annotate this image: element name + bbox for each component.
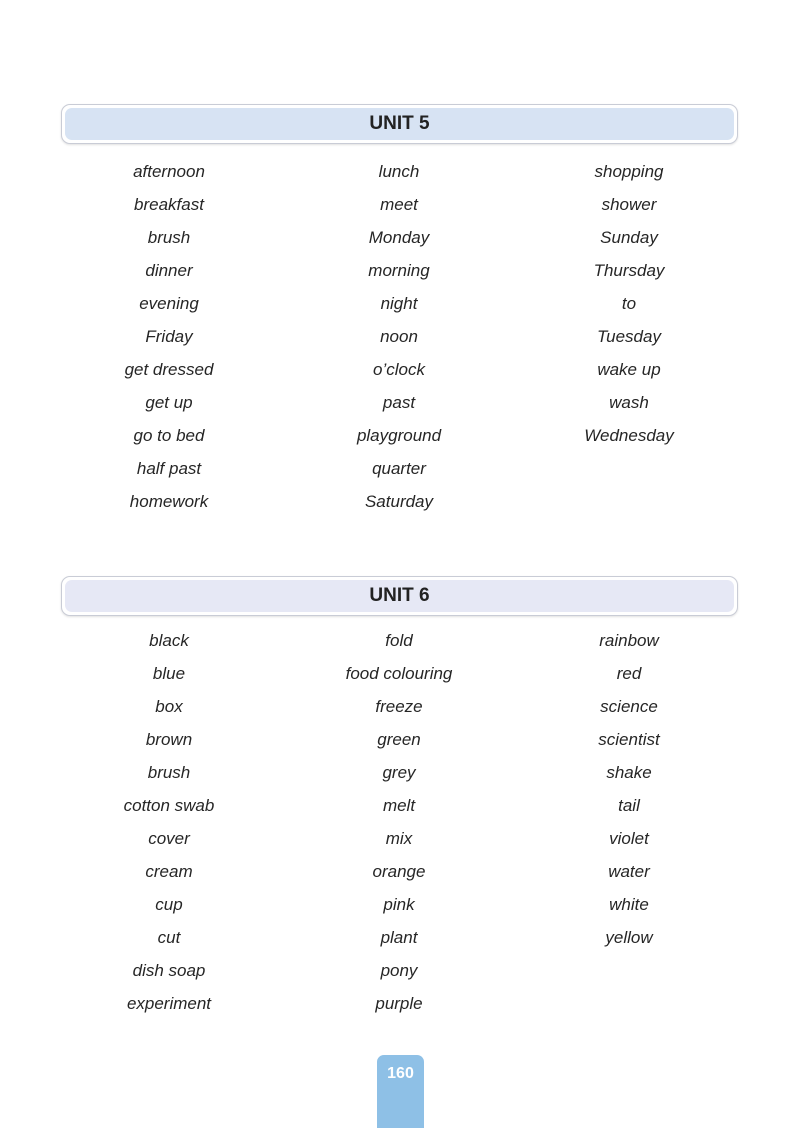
- vocabulary-word: wake up: [597, 360, 661, 379]
- vocabulary-word: noon: [380, 327, 418, 346]
- vocabulary-word: science: [600, 697, 658, 716]
- vocabulary-word: playground: [356, 426, 442, 445]
- vocabulary-word: go to bed: [133, 426, 205, 445]
- vocabulary-word: Sunday: [600, 228, 658, 247]
- vocabulary-word: food colouring: [345, 664, 453, 683]
- vocabulary-word: melt: [382, 796, 416, 815]
- vocabulary-word: mix: [385, 829, 413, 848]
- vocabulary-word: Thursday: [593, 261, 665, 280]
- vocabulary-word: dinner: [145, 261, 193, 280]
- vocabulary-word: cup: [155, 895, 183, 914]
- vocabulary-word: afternoon: [133, 162, 205, 181]
- vocabulary-word: box: [155, 697, 183, 716]
- vocabulary-word: blue: [152, 664, 186, 683]
- vocabulary-word: white: [609, 895, 649, 914]
- vocabulary-word: night: [380, 294, 418, 313]
- vocabulary-word: experiment: [126, 994, 212, 1013]
- vocabulary-word: violet: [609, 829, 649, 848]
- vocabulary-word: cover: [148, 829, 190, 848]
- vocabulary-word: red: [616, 664, 642, 683]
- vocabulary-word: meet: [380, 195, 418, 214]
- vocabulary-word: pony: [380, 961, 418, 980]
- vocabulary-word: lunch: [378, 162, 420, 181]
- vocabulary-word: grey: [382, 763, 416, 782]
- vocabulary-word: to: [621, 294, 637, 313]
- vocabulary-word: past: [382, 393, 416, 412]
- vocabulary-word: cut: [157, 928, 181, 947]
- unit-6-column-2: [284, 624, 514, 1020]
- unit-5-column-1: [54, 155, 284, 518]
- vocabulary-word: yellow: [605, 928, 653, 947]
- vocabulary-word: brush: [147, 228, 191, 247]
- vocabulary-word: shower: [601, 195, 657, 214]
- unit-6-header-fill: [65, 580, 734, 612]
- vocabulary-word: Tuesday: [597, 327, 661, 346]
- vocabulary-word: cream: [145, 862, 193, 881]
- vocabulary-word: brown: [145, 730, 193, 749]
- unit-5-header-fill: [65, 108, 734, 140]
- vocabulary-word: tail: [618, 796, 640, 815]
- vocabulary-word: fold: [385, 631, 413, 650]
- vocabulary-word: brush: [147, 763, 191, 782]
- vocabulary-word: scientist: [598, 730, 660, 749]
- unit-5-column-2: [284, 155, 514, 518]
- vocabulary-word: get up: [145, 393, 193, 412]
- vocabulary-word: o’clock: [373, 360, 425, 379]
- vocabulary-word: shake: [606, 763, 652, 782]
- vocabulary-word: pink: [383, 895, 415, 914]
- vocabulary-word: shopping: [594, 162, 664, 181]
- vocabulary-word: breakfast: [134, 195, 204, 214]
- unit-5-header: [61, 104, 738, 144]
- vocabulary-word: morning: [368, 261, 430, 280]
- unit-6-column-1: [54, 624, 284, 1020]
- vocabulary-word: Friday: [145, 327, 193, 346]
- vocabulary-word: purple: [375, 994, 423, 1013]
- vocabulary-word: quarter: [372, 459, 426, 478]
- vocabulary-word: half past: [136, 459, 202, 478]
- vocabulary-word: get dressed: [124, 360, 214, 379]
- vocabulary-word: Wednesday: [584, 426, 674, 445]
- vocabulary-word: evening: [139, 294, 199, 313]
- vocabulary-word: green: [377, 730, 421, 749]
- vocabulary-word: homework: [129, 492, 209, 511]
- vocabulary-word: dish soap: [132, 961, 206, 980]
- vocabulary-word: cotton swab: [123, 796, 215, 815]
- vocabulary-word: freeze: [375, 697, 423, 716]
- vocabulary-word: plant: [380, 928, 418, 947]
- unit-6-header: [61, 576, 738, 616]
- page-number-tab: [377, 1055, 424, 1128]
- vocabulary-word: rainbow: [599, 631, 659, 650]
- vocabulary-word: black: [149, 631, 189, 650]
- unit-5-title: UNIT 5: [369, 113, 430, 134]
- vocabulary-word: Monday: [368, 228, 430, 247]
- vocabulary-word: water: [608, 862, 650, 881]
- unit-6-title: UNIT 6: [369, 585, 430, 606]
- page-number: 160: [387, 1065, 414, 1082]
- unit-5-column-3: [514, 155, 744, 452]
- vocabulary-word: wash: [609, 393, 649, 412]
- vocabulary-word: orange: [372, 862, 426, 881]
- unit-6-column-3: [514, 624, 744, 954]
- vocabulary-word: Saturday: [364, 492, 434, 511]
